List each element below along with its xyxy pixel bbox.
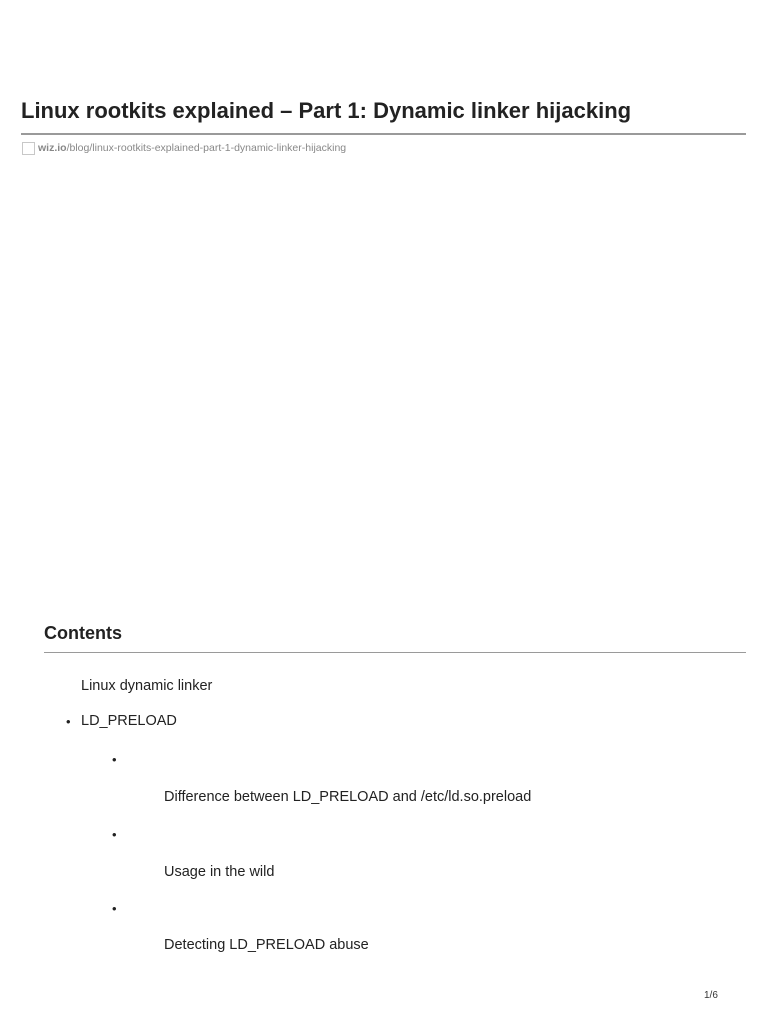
source-path[interactable]: /blog/linux-rootkits-explained-part-1-dynamic-linker-hijacking [66,142,347,154]
site-favicon-icon [22,142,35,155]
toc-item-linux-dynamic-linker[interactable]: Linux dynamic linker [81,678,213,694]
title-divider [21,133,746,135]
page-number: 1/6 [704,990,718,1001]
toc-item-usage-in-the-wild[interactable]: Usage in the wild [164,864,275,880]
source-domain[interactable]: wiz.io [38,142,67,154]
page-title: Linux rootkits explained – Part 1: Dynamic linker hijacking [21,98,632,123]
toc-item-ld-preload[interactable]: LD_PRELOAD [81,713,177,729]
contents-heading: Contents [44,623,122,643]
source-link[interactable] [22,140,346,156]
toc-item-detecting-ld-preload-abuse[interactable]: Detecting LD_PRELOAD abuse [164,937,369,953]
toc-item-difference-ld-preload[interactable]: Difference between LD_PRELOAD and /etc/ld.so.preload [164,789,532,805]
toc-bullet: • [112,901,117,916]
contents-divider [44,652,746,653]
toc-bullet: • [112,827,117,842]
toc-bullet: • [112,752,117,767]
toc-bullet: • [66,714,71,729]
